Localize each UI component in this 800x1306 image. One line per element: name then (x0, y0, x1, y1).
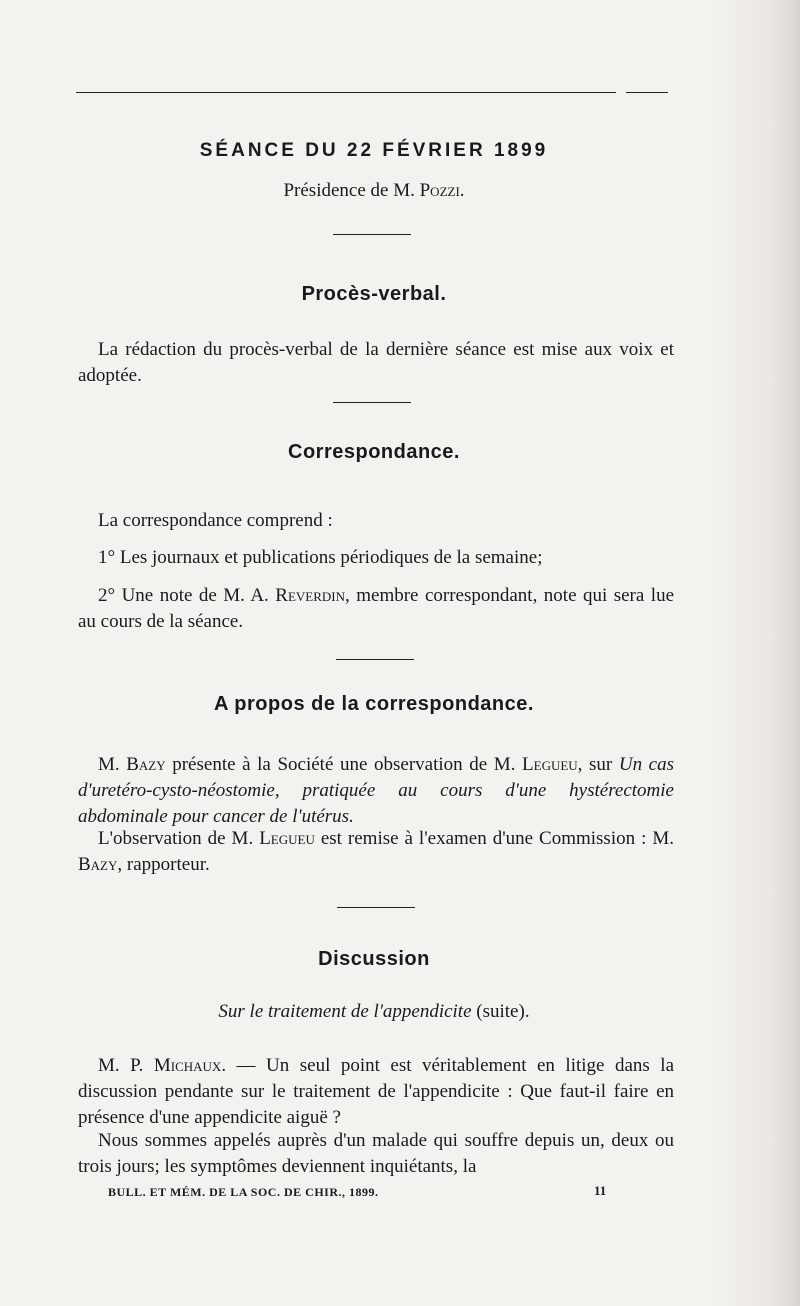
obs-suffix: , rapporteur. (117, 854, 210, 875)
heading-proces-verbal: Procès-verbal. (301, 283, 447, 305)
michaux-prefix: M. P. (98, 1055, 154, 1076)
bazy-sur: , sur (577, 754, 619, 775)
bazy-name-2: Bazy (78, 854, 118, 875)
presidence-prefix: Présidence de M. (283, 180, 420, 201)
section-divider (336, 659, 414, 660)
paragraph-bazy-observation (78, 752, 674, 830)
paragraph-michaux-2: Nous sommes appelés auprès d'un malade qui souffre depuis un, deux ou trois jours; les symptômes deviennent inquiétants, la (78, 1130, 674, 1177)
discussion-subtitle (0, 1001, 748, 1023)
section-divider (333, 402, 411, 403)
top-rule (76, 92, 616, 93)
paragraph-commission (78, 826, 674, 878)
observation-title: Un cas d'uretéro-cysto-néostomie, pratiquée au cours d'une hystérectomie abdominale pour cancer de l'utérus. (78, 754, 674, 827)
page-number: 11 (594, 1183, 607, 1198)
paragraph-correspondance-intro: La correspondance comprend : (98, 510, 333, 531)
legueu-name: Legueu (522, 754, 578, 775)
top-rule-short (626, 92, 668, 93)
page-footer: BULL. ET MÉM. DE LA SOC. DE CHIR., 1899. (108, 1185, 379, 1199)
paragraph-michaux-1 (78, 1053, 674, 1131)
reverdin-name: Reverdin (275, 585, 346, 606)
president-name: Pozzi (419, 180, 460, 201)
session-title: SÉANCE DU 22 FÉVRIER 1899 (199, 140, 549, 161)
bazy-mid: présente à la Société une observation de M. (165, 754, 523, 775)
bazy-m: M. (98, 754, 127, 775)
paragraph-proces-verbal: La rédaction du procès-verbal de la dernière séance est mise aux voix et adoptée. (78, 339, 674, 386)
legueu-name-2: Legueu (259, 828, 315, 849)
paragraph-correspondance-item-1: 1° Les journaux et publications périodiques de la semaine; (98, 547, 543, 568)
heading-correspondance: Correspondance. (288, 441, 460, 463)
discussion-subtitle-italic: Sur le traitement de l'appendicite (218, 1001, 472, 1022)
section-divider (337, 907, 415, 908)
section-divider (333, 234, 411, 235)
presidence-line (0, 180, 748, 202)
paragraph-correspondance-item-2 (78, 583, 674, 635)
item2-prefix: 2° Une note de M. A. (98, 585, 276, 606)
presidence-suffix: . (459, 180, 465, 201)
bazy-name: Bazy (126, 754, 166, 775)
obs-mid: est remise à l'examen d'une Commission : M. (314, 828, 674, 849)
michaux-text: . — Un seul point est véritablement en litige dans la discussion pendante sur le traitement de l'appendicite : Que faut-il faire en présence d'une appendicite aiguë ? (78, 1055, 675, 1128)
heading-a-propos: A propos de la correspondance. (214, 693, 534, 715)
discussion-subtitle-suffix: (suite). (471, 1001, 530, 1022)
michaux-name: Michaux (153, 1055, 222, 1076)
heading-discussion: Discussion (318, 948, 430, 970)
obs-prefix: L'observation de M. (98, 828, 260, 849)
item2-suffix: , membre correspondant, note qui sera lue au cours de la séance. (78, 585, 674, 632)
